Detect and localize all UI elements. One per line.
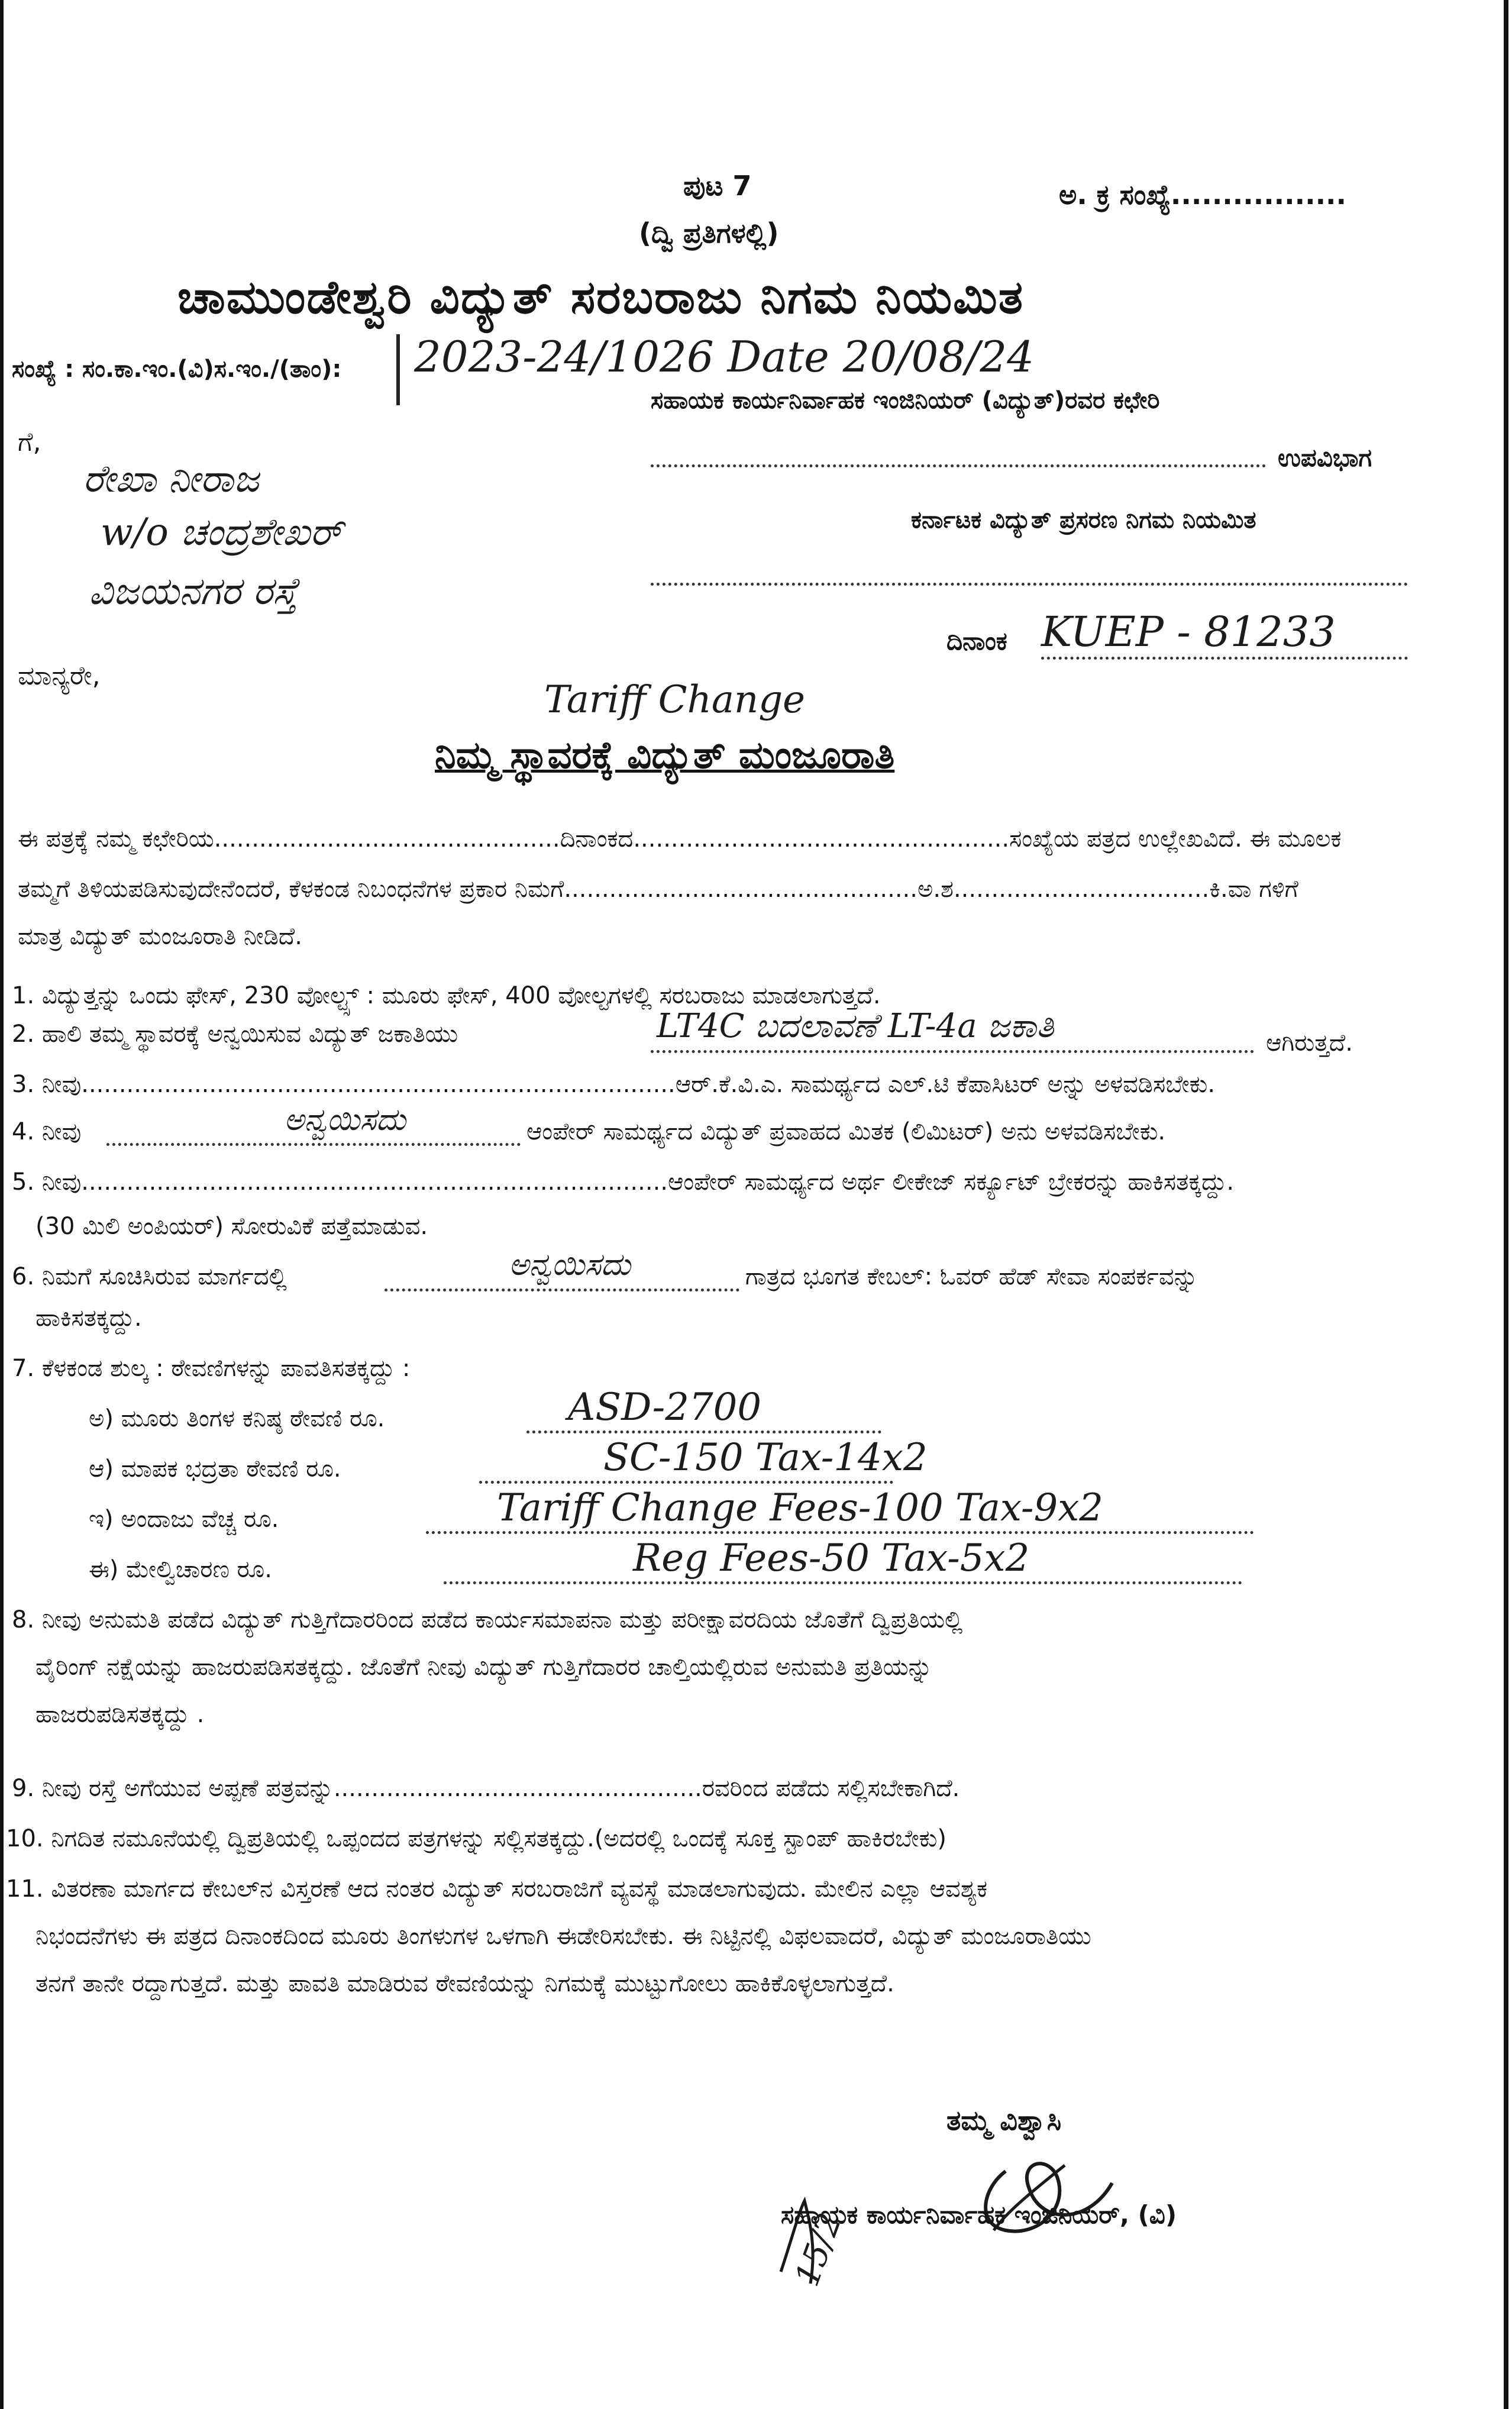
condition-6-continuation: ಹಾಕಿಸತಕ್ಕದ್ದು.: [35, 1304, 142, 1332]
fee-d-dots: [444, 1581, 1242, 1584]
condition-8-line-2: ವೈರಿಂಗ್ ನಕ್ಷೆಯನ್ನು ಹಾಜರುಪಡಿಸತಕ್ಕದ್ದು. ಜೊತೆಗೆ ನೀವು ವಿದ್ಯುತ್ ಗುತ್ತಿಗೆದಾರರ ಚಾಲ್ತಿಯಲ್ಲಿರುವ ಅನುಮತಿ ಪ್ರತಿಯನ್ನು: [35, 1654, 932, 1681]
salutation: ಮಾನ್ಯರೇ,: [18, 661, 101, 691]
condition-2-text: 2. ಹಾಲಿ ತಮ್ಮ ಸ್ಥಾವರಕ್ಕೆ ಅನ್ವಯಿಸುವ ವಿದ್ಯುತ್ ಜಕಾತಿಯು: [12, 1021, 458, 1048]
to-label: ಗೆ,: [18, 427, 41, 457]
addressee-line-2: w/o ಚಂದ್ರಶೇಖರ್: [101, 511, 343, 554]
scan-edge-left: [0, 0, 4, 2409]
fee-d-label: ಈ) ಮೇಲ್ವಿಚಾರಣ ರೂ.: [89, 1556, 272, 1583]
addressee-line-3: ವಿಜಯನಗರ ರಸ್ತೆ: [89, 570, 298, 613]
subject-title: ನಿಮ್ಮ ಸ್ಥಾವರಕ್ಕೆ ವಿದ್ಯುತ್ ಮಂಜೂರಾತಿ: [435, 734, 895, 777]
fee-d-handwritten: Reg Fees-50 Tax-5x2: [633, 1536, 1030, 1580]
designation: ಸಹಾಯಕ ಕಾರ್ಯನಿರ್ವಾಹಕ ಇಂಜಿನಿಯರ್, (ವಿ): [781, 2200, 1177, 2229]
scan-edge-right: [1504, 0, 1508, 2409]
condition-6-prefix: 6. ನಿಮಗೆ ಸೂಚಿಸಿರುವ ಮಾರ್ಗದಲ್ಲಿ: [12, 1263, 287, 1290]
date-label: ದಿನಾಂಕ: [946, 627, 1007, 655]
company-name: ಚಾಮುಂಡೇಶ್ವರಿ ವಿದ್ಯುತ್ ಸರಬರಾಜು ನಿಗಮ ನಿಯಮಿತ: [177, 271, 1025, 324]
blank-dots-line: [651, 583, 1408, 586]
fee-c-dots: [426, 1531, 1254, 1534]
condition-4-dots: [106, 1143, 521, 1146]
page-number: ಪುಟ 7: [683, 170, 752, 202]
condition-11-line-2: ನಿಭಂದನೆಗಳು ಈ ಪತ್ರದ ದಿನಾಂಕದಿಂದ ಮೂರು ತಿಂಗಳುಗಳ ಒಳಗಾಗಿ ಈಡೇರಿಸಬೇಕು. ಈ ನಿಟ್ಟಿನಲ್ಲಿ ವಿಫಲವಾದರೆ, ವಿದ್ಯುತ್ ಮಂಜೂರಾತಿಯು: [35, 1923, 1091, 1950]
fee-c-handwritten: Tariff Change Fees-100 Tax-9x2: [497, 1486, 1103, 1530]
reference-label: ಸಂಖ್ಯೆ : ಸಂ.ಕಾ.ಇಂ.(ವಿ)ಸ.ಇಂ./(ತಾಂ):: [12, 356, 342, 383]
condition-10: 10. ನಿಗದಿತ ನಮೂನೆಯಲ್ಲಿ ದ್ವಿಪ್ರತಿಯಲ್ಲಿ ಒಪ್ಪಂದದ ಪತ್ರಗಳನ್ನು ಸಲ್ಲಿಸತಕ್ಕದ್ದು.(ಅದರಲ್ಲಿ ಒಂದಕ್ಕೆ ಸೂಕ್ತ ಸ್ಟಾಂಪ್ ಹಾಕಿರಬೇಕು): [6, 1825, 946, 1852]
reference-handwritten: 2023-24/1026 Date 20/08/24: [414, 332, 1035, 382]
condition-4-handwritten: ಅನ್ವಯಿಸದು: [284, 1102, 406, 1138]
initials-handwritten: 15/2: [787, 2208, 849, 2291]
condition-11-line-1: 11. ವಿತರಣಾ ಮಾರ್ಗದ ಕೇಬಲ್‌ನ ವಿಸ್ತರಣೆ ಆದ ನಂತರ ವಿದ್ಯುತ್ ಸರಬರಾಜಿಗೆ ವ್ಯವಸ್ಥೆ ಮಾಡಲಾಗುವುದು. ಮೇಲಿನ ಎಲ್ಲಾ ಆವಶ್ಯಕ: [6, 1875, 988, 1903]
condition-4-prefix: 4. ನೀವು: [12, 1118, 82, 1145]
condition-9: 9. ನೀವು ರಸ್ತೆ ಅಗೆಯುವ ಅಪ್ಪಣೆ ಪತ್ರವನ್ನು.................................................ರವರಿಂದ ಪಡೆದು ಸಲ್ಲಿಸಬೇಕಾಗಿದೆ.: [12, 1775, 960, 1802]
fee-a-handwritten: ASD-2700: [568, 1386, 762, 1429]
intro-line-1: ಈ ಪತ್ರಕ್ಕೆ ನಮ್ಮ ಕಛೇರಿಯ..............................................ದಿನಾಂಕದ..................................................ಸಂಖ್ಯೆಯ ಪತ್ರದ ಉಲ್ಲೇಖವಿದೆ. ಈ ಮೂಲಕ: [18, 825, 1342, 852]
condition-4-text: ಆಂಪೇರ್ ಸಾಮರ್ಥ್ಯದ ವಿದ್ಯುತ್ ಪ್ರವಾಹದ ಮಿತಕ (ಲಿಮಿಟರ್) ಅನು ಅಳವಡಿಸಬೇಕು.: [526, 1118, 1166, 1145]
serial-number-label: ಅ. ಕ್ರ ಸಂಖ್ಯೆ.................: [1059, 179, 1346, 211]
intro-line-3: ಮಾತ್ರ ವಿದ್ಯುತ್ ಮಂಜೂರಾತಿ ನೀಡಿದೆ.: [18, 923, 302, 950]
fee-b-dots: [479, 1481, 893, 1484]
subdivision-label: ಉಪವಿಭಾಗ: [1278, 443, 1372, 472]
fee-a-label: ಅ) ಮೂರು ತಿಂಗಳ ಕನಿಷ್ಠ ಠೇವಣಿ ರೂ.: [89, 1405, 385, 1432]
fee-b-label: ಆ) ಮಾಪಕ ಭದ್ರತಾ ಠೇವಣಿ ರೂ.: [89, 1455, 341, 1483]
subdivision-dots: [651, 464, 1266, 467]
condition-6-text: ಗಾತ್ರದ ಭೂಗತ ಕೇಬಲ್: ಓವರ್ ಹೆಡ್ ಸೇವಾ ಸಂಪರ್ಕವನ್ನು: [745, 1263, 1198, 1290]
condition-7: 7. ಕೆಳಕಂಡ ಶುಲ್ಕ : ಠೇವಣಿಗಳನ್ನು ಪಾವತಿಸತಕ್ಕದ್ದು :: [12, 1355, 411, 1382]
copies-note: (ದ್ವಿ ಪ್ರತಿಗಳಲ್ಲಿ): [639, 217, 779, 249]
condition-3: 3. ನೀವು...............................................................................ಆರ್.ಕೆ.ವಿ.ಎ. ಸಾಮರ್ಥ್ಯದ ಎಲ್.ಟಿ ಕೆಪಾಸಿಟರ್ ಅನ್ನು ಅಳವಡಿಸಬೇಕು.: [12, 1071, 1216, 1098]
condition-8-line-3: ಹಾಜರುಪಡಿಸತಕ್ಕದ್ದು .: [35, 1701, 205, 1728]
condition-11-line-3: ತನಗೆ ತಾನೇ ರದ್ದಾಗುತ್ತದೆ. ಮತ್ತು ಪಾವತಿ ಮಾಡಿರುವ ಠೇವಣಿಯನ್ನು ನಿಗಮಕ್ಕೆ ಮುಟ್ಟುಗೋಲು ಹಾಕಿಕೊಳ್ಳಲಾಗುತ್ತದೆ.: [35, 1970, 894, 1997]
condition-6-dots: [385, 1289, 739, 1291]
condition-5-continuation: (30 ಮಿಲಿ ಅಂಪಿಯರ್) ಸೋರುವಿಕೆ ಪತ್ತೆಮಾಡುವ.: [35, 1213, 428, 1240]
addressee-line-1: ರೇಖಾ ನೀರಾಜ: [83, 457, 259, 501]
condition-2-suffix: ಆಗಿರುತ್ತದೆ.: [1266, 1029, 1353, 1057]
kptcl-name: ಕರ್ನಾಟಕ ವಿದ್ಯುತ್ ಪ್ರಸರಣ ನಿಗಮ ನಿಯಮಿತ: [911, 506, 1256, 534]
subject-handwritten-note: Tariff Change: [544, 678, 806, 722]
intro-line-2: ತಮ್ಮಗೆ ತಿಳಿಯಪಡಿಸುವುದೇನೆಂದರೆ, ಕೆಳಕಂಡ ನಿಬಂಧನೆಗಳ ಪ್ರಕಾರ ನಿಮಗೆ...............................................ಅ.ಶ..................................ಕಿ.ವಾ ಗಳಿಗೆ: [18, 876, 1298, 903]
condition-1: 1. ವಿದ್ಯುತ್ತನ್ನು ಒಂದು ಫೇಸ್, 230 ವೋಲ್ಟ್ಸ್ : ಮೂರು ಫೇಸ್, 400 ವೋಲ್ಟಗಳಲ್ಲಿ ಸರಬರಾಜು ಮಾಡಲಾಗುತ್ತದೆ.: [12, 982, 881, 1009]
fee-b-handwritten: SC-150 Tax-14x2: [603, 1436, 928, 1480]
office-name: ಸಹಾಯಕ ಕಾರ್ಯನಿರ್ವಾಹಕ ಇಂಜಿನಿಯರ್ (ವಿದ್ಯುತ್)ರವರ ಕಛೇರಿ: [651, 387, 1160, 414]
reference-divider: [396, 334, 400, 405]
date-handwritten: KUEP - 81233: [1041, 608, 1336, 656]
condition-5: 5. ನೀವು..............................................................................ಆಂಪೇರ್ ಸಾಮರ್ಥ್ಯದ ಅರ್ಥ ಲೀಕೇಜ್ ಸರ್ಕ್ಯೂಟ್ ಬ್ರೇಕರನ್ನು ಹಾಕಿಸತಕ್ಕದ್ದು.: [12, 1168, 1235, 1196]
condition-2-dots: [651, 1050, 1254, 1053]
closing-text: ತಮ್ಮ ವಿಶ್ವಾಸಿ: [946, 2104, 1062, 2136]
fee-a-dots: [526, 1430, 881, 1433]
condition-2-handwritten: LT4C ಬದಲಾವಣೆ LT-4a ಜಕಾತಿ: [657, 1007, 1054, 1045]
fee-c-label: ಇ) ಅಂದಾಜು ವೆಚ್ಚ ರೂ.: [89, 1506, 279, 1533]
date-dots: [1041, 657, 1408, 660]
condition-6-handwritten: ಅನ್ವಯಿಸದು: [509, 1247, 631, 1283]
condition-8-line-1: 8. ನೀವು ಅನುಮತಿ ಪಡೆದ ವಿದ್ಯುತ್ ಗುತ್ತಿಗೆದಾರರಿಂದ ಪಡೆದ ಕಾರ್ಯಸಮಾಪನಾ ಮತ್ತು ಪರೀಕ್ಷಾವರದಿಯ ಜೊತೆಗೆ ದ್ವಿಪ್ರತಿಯಲ್ಲಿ: [12, 1606, 963, 1633]
